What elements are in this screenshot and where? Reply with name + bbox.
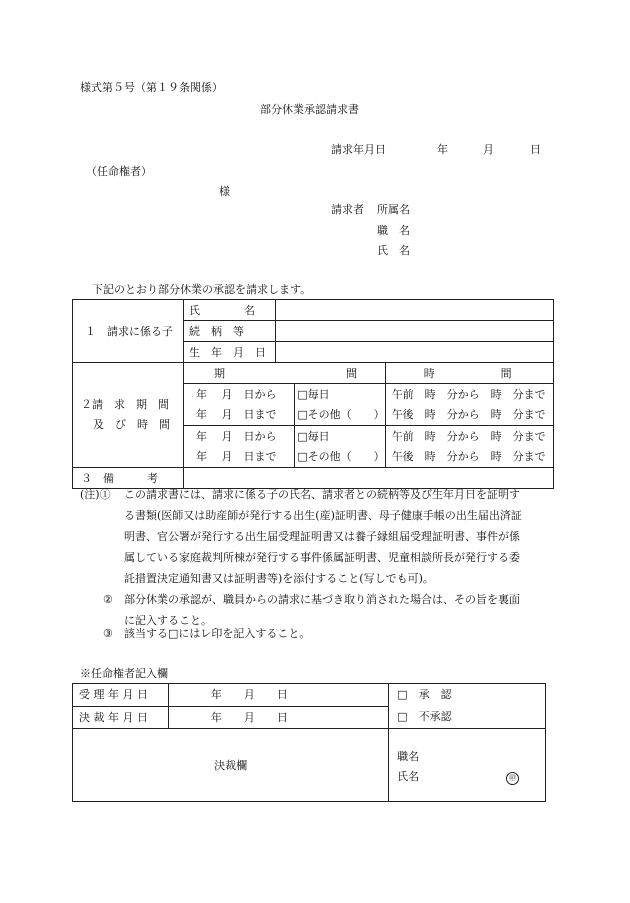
child-name-label: 氏 名 (184, 300, 276, 321)
daily-option-2[interactable]: □毎日 (295, 426, 385, 447)
section3-label: ３ 備 考 (73, 468, 184, 489)
birth-value[interactable] (276, 342, 554, 363)
relation-value[interactable] (276, 321, 554, 342)
time-am-1[interactable]: 午前 時 分から 時 分まで (385, 384, 553, 405)
daily-option-1[interactable]: □毎日 (295, 384, 385, 405)
signatory-name-label: 氏名 (397, 770, 420, 783)
authority-table (72, 683, 546, 802)
sama-label: 様 (219, 185, 230, 198)
note1-line: 属している家庭裁判所棟が発行する事件係属証明書、児童相談所長が発行する委 (124, 551, 520, 564)
note2-line: 部分休業の承認が、職員からの請求に基づき取り消された場合は、その旨を裏面 (124, 593, 520, 606)
received-date-label: 受 理 年 月 日 (73, 684, 169, 707)
requester-label: 請求者 (331, 203, 364, 216)
note1-line: る書類(医師又は助産師が発行する出生(産)証明書、母子健康手帳の出生届出済証 (124, 509, 522, 522)
intro-text: 下記のとおり部分休業の承認を請求します。 (92, 283, 312, 296)
note2 (124, 589, 520, 631)
authority-section-title: ※任命権者記入欄 (80, 667, 168, 680)
period-from-1[interactable]: 年 月 日から (184, 384, 295, 405)
other-option-2[interactable]: □その他（ ） (295, 447, 385, 468)
section2-label (73, 363, 184, 468)
document-title: 部分休業承認請求書 (260, 103, 359, 116)
note1-line: この請求書には、請求に係る子の氏名、請求者との続柄等及び生年月日を証明す (124, 488, 520, 501)
note3: 該当する□にはレ印を記入すること。 (124, 627, 311, 640)
relation-label: 続 柄 等 (184, 321, 276, 342)
time-pm-1[interactable]: 午後 時 分から 時 分まで (385, 405, 553, 426)
name-label: 氏 名 (377, 244, 410, 257)
request-table (72, 299, 554, 489)
decided-date-value[interactable]: 年 月 日 (168, 706, 388, 729)
seal-mark-icon: ㊞ (506, 772, 519, 785)
post-label: 職 名 (377, 224, 410, 237)
reject-checkbox[interactable]: □ 不承認 (397, 710, 452, 723)
period-from-2[interactable]: 年 月 日から (184, 426, 295, 447)
signatory-post-label: 職名 (397, 750, 420, 763)
decision-box[interactable]: 決裁欄 (73, 729, 389, 802)
child-name-value[interactable] (276, 300, 554, 321)
period-to-1[interactable]: 年 月 日まで (184, 405, 295, 426)
decided-date-label: 決 裁 年 月 日 (73, 706, 169, 729)
birth-label: 生 年 月 日 (184, 342, 276, 363)
form-number: 様式第５号（第１９条関係） (80, 81, 223, 94)
note1 (124, 484, 522, 589)
approval-box (389, 684, 546, 729)
day-label: 日 (530, 143, 541, 156)
authority-label: （任命権者） (86, 165, 152, 178)
year-label: 年 (437, 143, 448, 156)
signatory-name-row (397, 767, 545, 787)
period-to-2[interactable]: 年 月 日まで (184, 447, 295, 468)
period-header: 期 間 (184, 363, 386, 384)
note2-mark: ② (103, 593, 113, 606)
signatory-box (389, 729, 546, 802)
month-label: 月 (483, 143, 494, 156)
section2-label-line1: ２請 求 期 間 (81, 398, 169, 411)
time-am-2[interactable]: 午前 時 分から 時 分まで (385, 426, 553, 447)
section2-label-line2: 及 び 時 間 (93, 418, 170, 431)
note1-line: 明書、官公署が発行する出生届受理証明書又は養子縁組届受理証明書、事件が係 (124, 530, 520, 543)
time-pm-2[interactable]: 午後 時 分から 時 分まで (385, 447, 553, 468)
other-option-1[interactable]: □その他（ ） (295, 405, 385, 426)
note-head: (注)① (80, 488, 111, 501)
dept-label: 所属名 (377, 203, 410, 216)
note2-line: に記入すること。 (124, 614, 212, 627)
received-date-value[interactable]: 年 月 日 (168, 684, 388, 707)
request-date-label: 請求年月日 (331, 143, 386, 156)
note3-mark: ③ (103, 627, 113, 640)
approve-checkbox[interactable]: □ 承 認 (397, 688, 452, 701)
note1-line: 託措置決定通知書又は証明書等)を添付すること(写しでも可)。 (124, 572, 434, 585)
time-header: 時 間 (385, 363, 553, 384)
section1-label: １ 請求に係る子 (73, 300, 184, 363)
